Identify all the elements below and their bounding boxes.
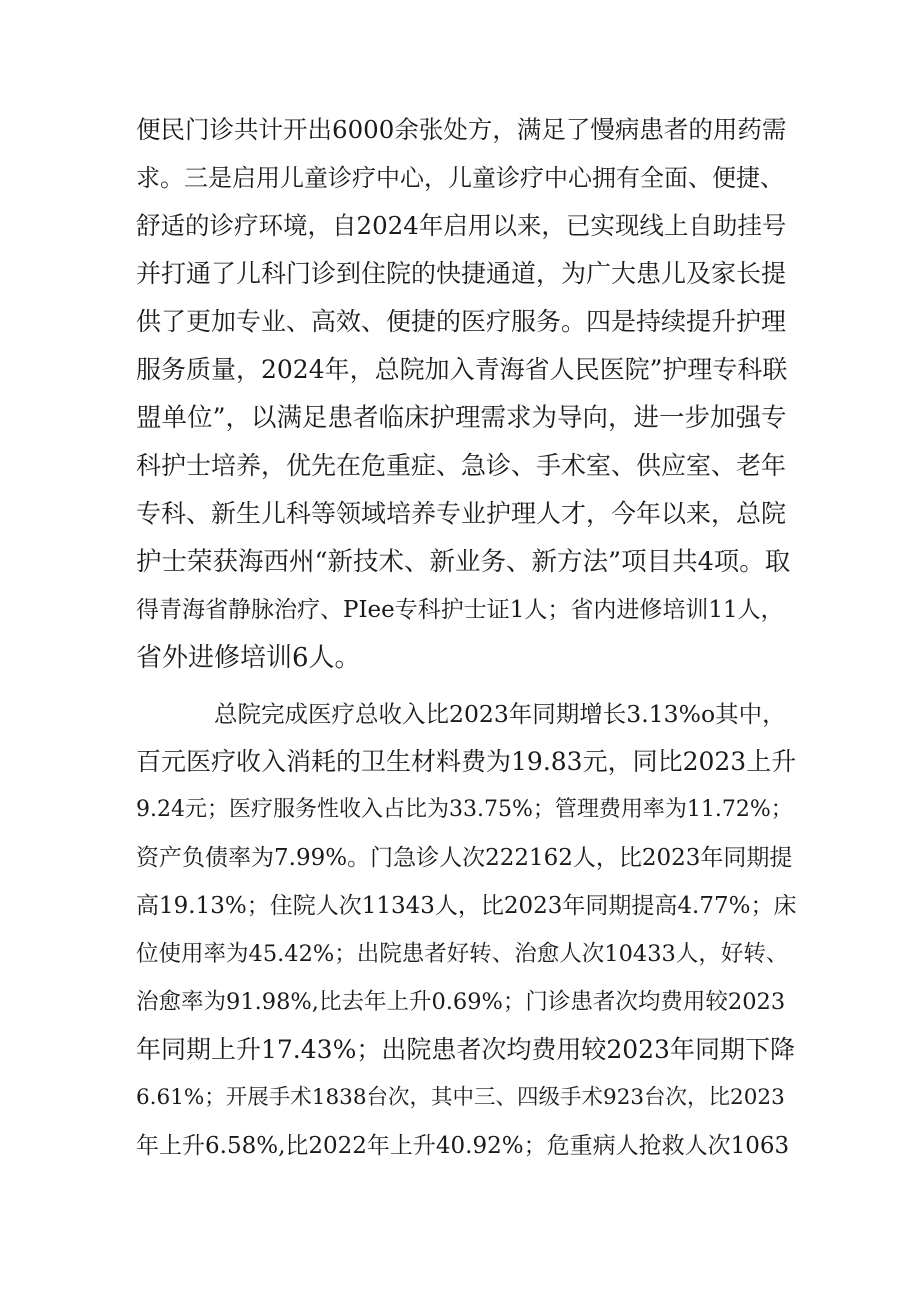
- paragraph-2-line-4: 资产负债率为7.99%。门急诊人次222162人，比2023年同期提: [136, 845, 793, 871]
- paragraph-2-line-6: 位使用率为45.42%；出院患者好转、治愈人次10433人，好转、: [136, 941, 789, 967]
- paragraph-2-line-2: 百元医疗收入消耗的卫生材料费为19.83元，同比2023上升: [136, 747, 797, 776]
- paragraph-1-line-12: 省外进修培训6人。: [136, 643, 361, 673]
- paragraph-1-line-6: 服务质量，2024年，总院加入青海省人民医院”护理专科联: [136, 355, 788, 384]
- paragraph-1-line-9: 专科、新生儿科等领域培养专业护理人才，今年以来，总院: [136, 499, 787, 528]
- paragraph-1-line-4: 并打通了儿科门诊到住院的快捷通道，为广大患儿及家长提: [136, 259, 787, 288]
- paragraph-1-line-2: 求。三是启用儿童诊疗中心，儿童诊疗中心拥有全面、便捷、: [136, 164, 784, 192]
- paragraph-1-line-11: 得青海省静脉治疗、PIee专科护士证1人；省内进修培训11人，: [136, 597, 784, 623]
- paragraph-2-line-5: 高19.13%；住院人次11343人，比2023年同期提高4.77%；床: [136, 893, 797, 919]
- paragraph-1-line-5: 供了更加专业、高效、便捷的医疗服务。四是持续提升护理: [136, 307, 787, 336]
- paragraph-2-line-3: 9.24元；医疗服务性收入占比为33.75%；管理费用率为11.72%；: [136, 797, 793, 822]
- paragraph-2-line-9: 6.61%；开展手术1838台次，其中三、四级手术923台次，比2023: [136, 1085, 785, 1110]
- paragraph-1-line-3: 舒适的诊疗环境，自2024年启用以来，已实现线上自助挂号: [136, 211, 787, 240]
- paragraph-2-line-10: 年上升6.58%,比2022年上升40.92%；危重病人抢救人次1063: [136, 1133, 790, 1159]
- paragraph-2-line-1: 总院完成医疗总收入比2023年同期增长3.13%o其中，: [214, 700, 786, 728]
- paragraph-2-line-8: 年同期上升17.43%；出院患者次均费用较2023年同期下降: [136, 1035, 795, 1064]
- paragraph-1-line-1: 便民门诊共计开出6000余张处方，满足了慢病患者的用药需: [136, 115, 787, 144]
- paragraph-1-line-7: 盟单位”，以满足患者临床护理需求为导向，进一步加强专: [136, 403, 787, 433]
- paragraph-1-line-10: 护士荣获海西州“新技术、新业务、新方法”项目共4项。取: [136, 547, 791, 577]
- paragraph-1-line-8: 科护士培养，优先在危重症、急诊、手术室、供应室、老年: [136, 451, 787, 480]
- paragraph-2-line-7: 治愈率为91.98%,比去年上升0.69%；门诊患者次均费用较2023: [136, 989, 786, 1015]
